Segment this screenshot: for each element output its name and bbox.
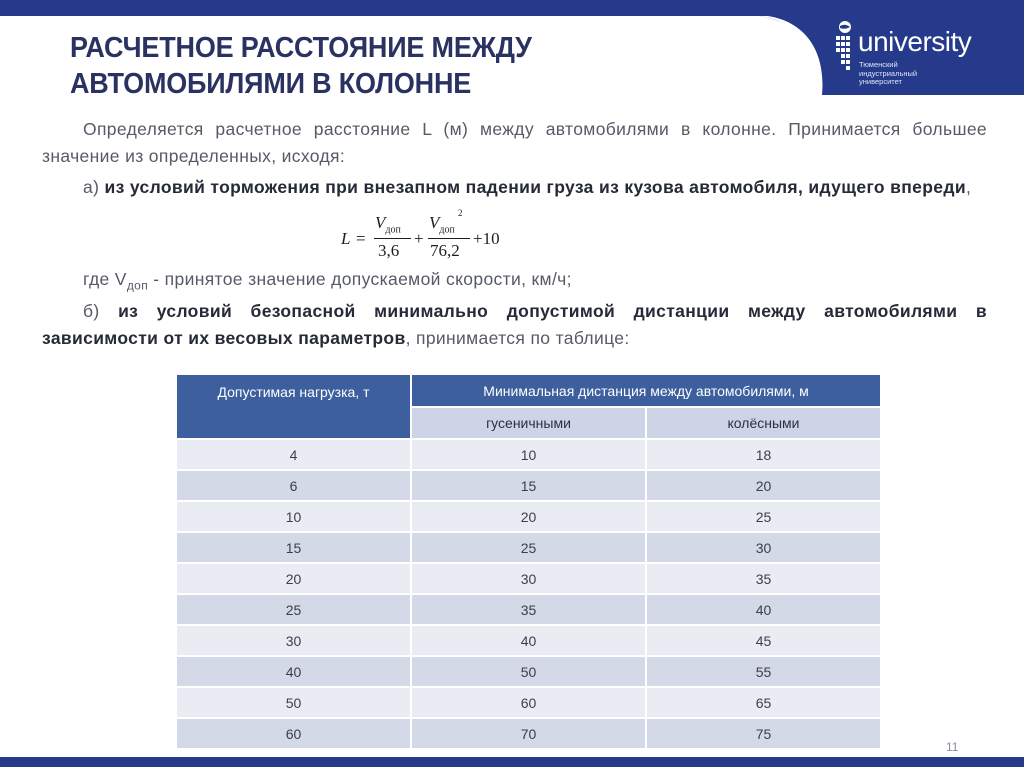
tracked-cell: 25 xyxy=(411,532,646,563)
globe-icon xyxy=(834,20,856,80)
load-cell: 6 xyxy=(176,470,411,501)
formula-equals: = xyxy=(356,229,366,248)
table-row xyxy=(176,501,881,532)
wheeled-cell: 25 xyxy=(646,501,881,532)
speed-note-text: - принятое значение допускаемой скорости, км/ч; xyxy=(148,269,572,289)
logo-wordmark: university xyxy=(858,26,972,57)
wheeled-cell: 30 xyxy=(646,532,881,563)
speed-note xyxy=(42,266,987,300)
load-column-header: Допустимая нагрузка, т xyxy=(176,374,411,439)
condition-a-paragraph xyxy=(42,174,987,201)
table-row xyxy=(176,439,881,470)
formula-exponent: 2 xyxy=(458,208,463,218)
table-row xyxy=(176,594,881,625)
tracked-cell: 50 xyxy=(411,656,646,687)
table-row xyxy=(176,563,881,594)
condition-a-text: из условий торможения при внезапном падении груза из кузова автомобиля, идущего впереди xyxy=(104,177,966,197)
tracked-cell: 10 xyxy=(411,439,646,470)
speed-subscript: доп xyxy=(126,278,149,293)
formula-lhs: L xyxy=(341,229,351,248)
logo-subtitle-line: Тюменский xyxy=(859,60,898,69)
formula-numerator-1: $V_{доп}$ xyxy=(375,213,401,236)
speed-note-text: где V xyxy=(83,269,127,289)
page-title xyxy=(70,30,554,102)
distance-table xyxy=(175,373,882,750)
table-row xyxy=(176,532,881,563)
title-line-2: АВТОМОБИЛЯМИ В КОЛОННЕ xyxy=(70,68,472,100)
fraction-bar-2 xyxy=(428,238,470,239)
logo-subtitle-line: университет xyxy=(859,77,902,87)
load-cell: 40 xyxy=(176,656,411,687)
table-row xyxy=(176,625,881,656)
condition-b-paragraph xyxy=(42,298,987,352)
logo-subtitle-line: индустриальный xyxy=(859,68,918,78)
distance-group-header: Минимальная дистанция между автомобилями, м xyxy=(411,374,881,407)
load-cell: 20 xyxy=(176,563,411,594)
fraction-bar-1 xyxy=(374,238,411,239)
load-cell: 30 xyxy=(176,625,411,656)
wheeled-cell: 20 xyxy=(646,470,881,501)
condition-a-suffix: , xyxy=(965,177,972,197)
condition-b-suffix: , принимается по таблице: xyxy=(405,328,630,348)
condition-b-prefix: б) xyxy=(83,301,119,321)
tracked-column-header: гусеничными xyxy=(411,407,646,439)
formula-denominator-1: 3,6 xyxy=(378,241,400,260)
tracked-cell: 15 xyxy=(411,470,646,501)
intro-paragraph: Определяется расчетное расстояние L (м) между автомобилями в колонне. Принимается большее значение из определенных, исходя: xyxy=(42,119,987,166)
load-cell: 15 xyxy=(176,532,411,563)
condition-a-prefix: а) xyxy=(83,177,105,197)
title-line-1: РАСЧЕТНОЕ РАССТОЯНИЕ МЕЖДУ xyxy=(70,32,532,64)
wheeled-cell: 75 xyxy=(646,718,881,749)
table-row xyxy=(176,687,881,718)
tracked-cell: 20 xyxy=(411,501,646,532)
wheeled-cell: 55 xyxy=(646,656,881,687)
load-cell: 4 xyxy=(176,439,411,470)
table-row xyxy=(176,470,881,501)
load-cell: 50 xyxy=(176,687,411,718)
wheeled-cell: 35 xyxy=(646,563,881,594)
wheeled-cell: 40 xyxy=(646,594,881,625)
university-logo xyxy=(834,20,984,92)
load-cell: 25 xyxy=(176,594,411,625)
formula-plus: + xyxy=(414,229,424,248)
wheeled-cell: 65 xyxy=(646,687,881,718)
wheeled-column-header: колёсными xyxy=(646,407,881,439)
logo-subtitle xyxy=(859,61,969,87)
load-cell: 60 xyxy=(176,718,411,749)
table-row xyxy=(176,656,881,687)
tracked-cell: 30 xyxy=(411,563,646,594)
page-number: 11 xyxy=(946,740,959,754)
tracked-cell: 70 xyxy=(411,718,646,749)
wheeled-cell: 18 xyxy=(646,439,881,470)
tracked-cell: 60 xyxy=(411,687,646,718)
wheeled-cell: 45 xyxy=(646,625,881,656)
table-row xyxy=(176,718,881,749)
formula-tail: +10 xyxy=(473,229,500,248)
tracked-cell: 40 xyxy=(411,625,646,656)
formula-denominator-2: 76,2 xyxy=(430,241,460,260)
distance-formula xyxy=(341,208,511,264)
load-cell: 10 xyxy=(176,501,411,532)
formula-numerator-2: $V_{доп}$ xyxy=(429,213,455,236)
tracked-cell: 35 xyxy=(411,594,646,625)
condition-b-text: из условий безопасной минимально допустимой дистанции между автомобилями в зависимости от их весовых параметров xyxy=(42,301,987,348)
bottom-band xyxy=(0,757,1024,767)
